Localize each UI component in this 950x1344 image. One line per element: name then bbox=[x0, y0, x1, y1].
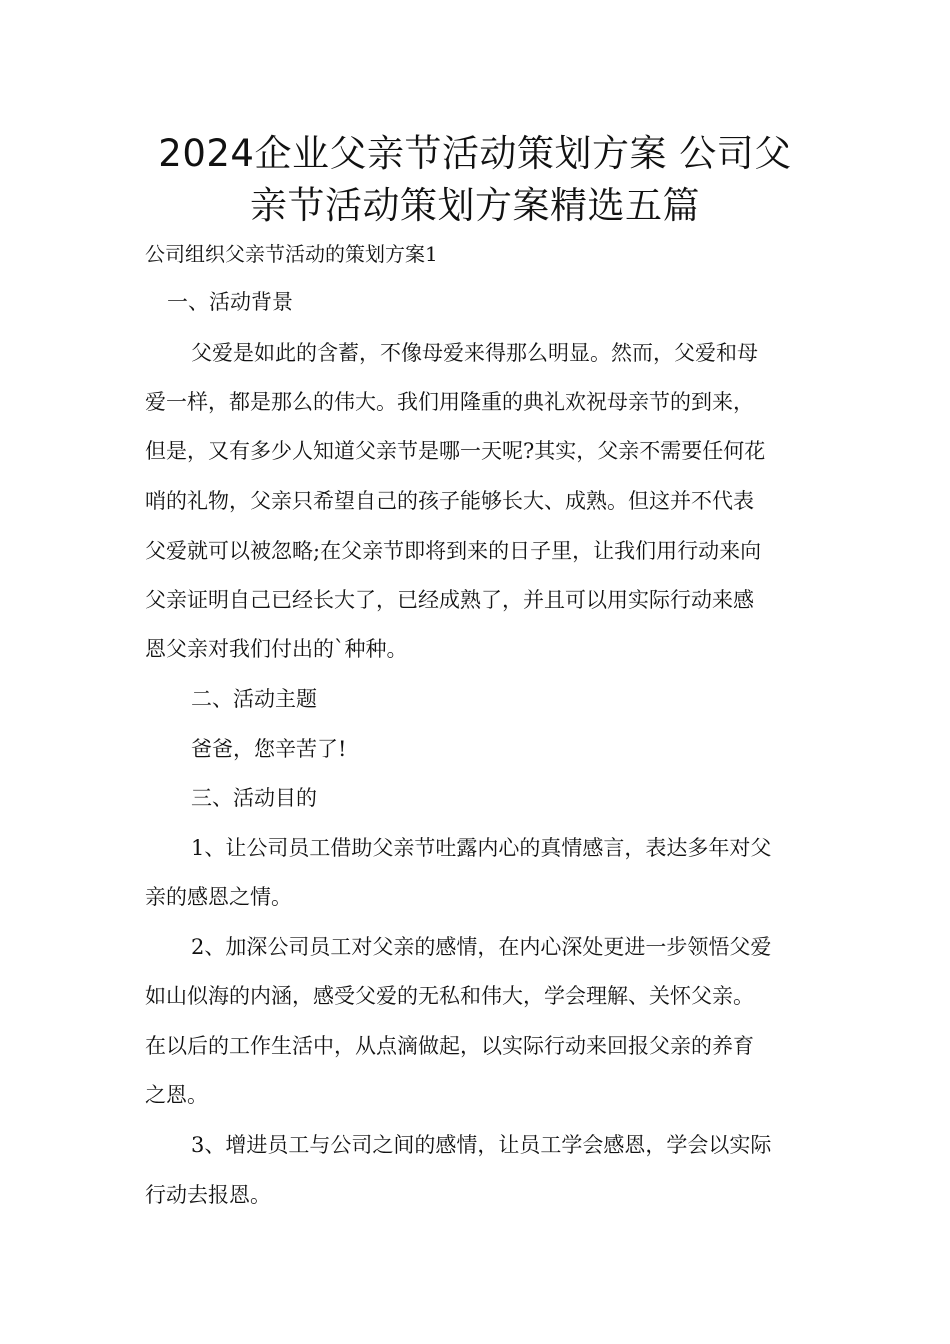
theme-text: 爸爸，您辛苦了! bbox=[191, 737, 347, 761]
title-line-1: 2024企业父亲节活动策划方案 公司父 bbox=[158, 132, 792, 175]
purpose-item-2: 如山似海的内涵，感受父爱的无私和伟大，学会理解、关怀父亲。 bbox=[145, 984, 754, 1008]
paragraph-line: 但是，又有多少人知道父亲节是哪一天呢?其实，父亲不需要任何花 bbox=[145, 439, 766, 463]
purpose-item-1: 1、让公司员工借助父亲节吐露内心的真情感言，表达多年对父 bbox=[191, 836, 772, 860]
purpose-item-2: 在以后的工作生活中，从点滴做起，以实际行动来回报父亲的养育 bbox=[145, 1034, 754, 1058]
purpose-item-2: 2、加深公司员工对父亲的感情，在内心深处更进一步领悟父爱 bbox=[191, 935, 772, 959]
section-heading-background: 一、活动背景 bbox=[167, 290, 293, 314]
purpose-item-3: 行动去报恩。 bbox=[145, 1183, 271, 1207]
document-subtitle: 公司组织父亲节活动的策划方案1 bbox=[145, 242, 438, 266]
purpose-item-1: 亲的感恩之情。 bbox=[145, 885, 292, 909]
paragraph-line: 哨的礼物，父亲只希望自己的孩子能够长大、成熟。但这并不代表 bbox=[145, 489, 754, 513]
title-line-2: 亲节活动策划方案精选五篇 bbox=[250, 184, 700, 227]
paragraph-line: 恩父亲对我们付出的`种种。 bbox=[145, 637, 408, 661]
paragraph-line: 父爱就可以被忽略;在父亲节即将到来的日子里，让我们用行动来向 bbox=[145, 539, 762, 563]
document-title bbox=[145, 128, 805, 232]
purpose-item-3: 3、增进员工与公司之间的感情，让员工学会感恩，学会以实际 bbox=[191, 1133, 772, 1157]
section-heading-theme: 二、活动主题 bbox=[191, 687, 317, 711]
paragraph-line: 父爱是如此的含蓄，不像母爱来得那么明显。然而，父爱和母 bbox=[191, 341, 758, 365]
section-heading-purpose: 三、活动目的 bbox=[191, 786, 317, 810]
paragraph-line: 爱一样，都是那么的伟大。我们用隆重的典礼欢祝母亲节的到来， bbox=[145, 390, 754, 414]
purpose-item-2: 之恩。 bbox=[145, 1083, 208, 1107]
paragraph-line: 父亲证明自己已经长大了，已经成熟了，并且可以用实际行动来感 bbox=[145, 588, 754, 612]
